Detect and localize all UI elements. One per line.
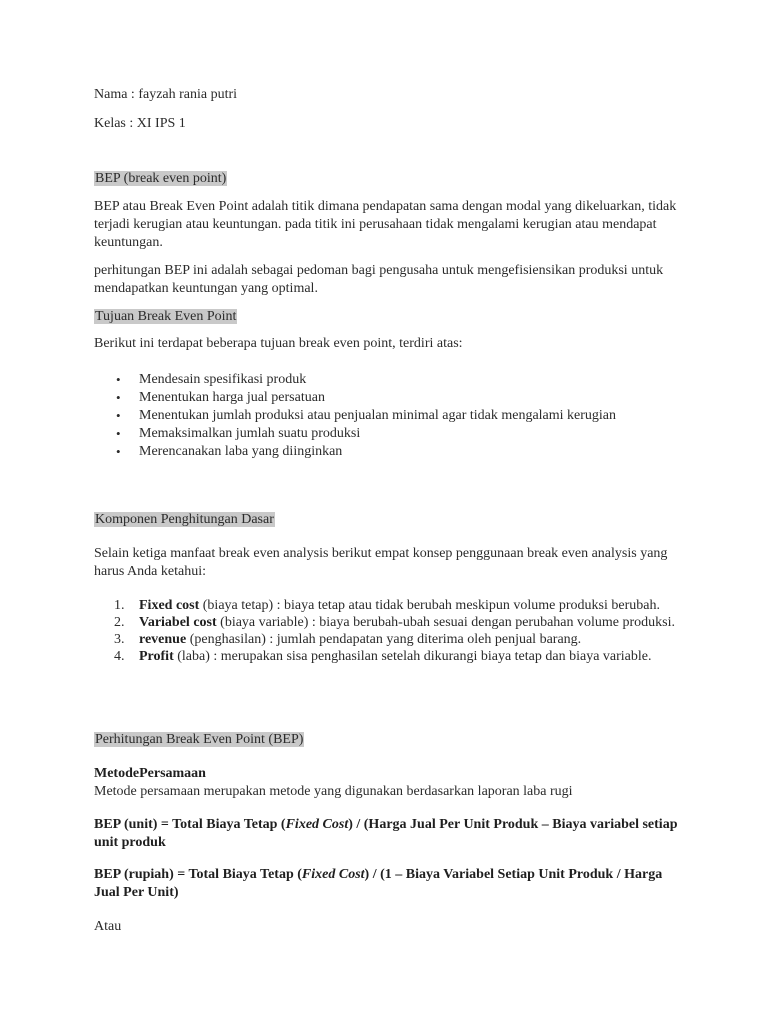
komponen-list xyxy=(94,597,684,665)
list-item: • Menentukan jumlah produksi atau penjualan minimal agar tidak mengalami kerugian xyxy=(116,408,617,423)
list-item: 3. revenue (penghasilan) : jumlah pendapatan yang diterima oleh penjual barang. xyxy=(114,632,582,647)
formula-bep-rupiah: BEP (rupiah) = Total Biaya Tetap (Fixed Cost) / (1 – Biaya Variabel Setiap Unit Produk / Harga Jual Per Unit) xyxy=(94,867,663,900)
perhitungan-heading: Perhitungan Break Even Point (BEP) xyxy=(95,732,304,747)
bullet-icon: • xyxy=(116,408,121,423)
komponen-heading: Komponen Penghitungan Dasar xyxy=(95,512,274,527)
metode-title: MetodePersamaan xyxy=(94,766,206,781)
komponen-heading-line xyxy=(94,511,684,529)
list-item: • Mendesain spesifikasi produk xyxy=(116,372,307,387)
metode-description: Metode persamaan merupakan metode yang digunakan berdasarkan laporan laba rugi xyxy=(94,784,573,799)
tujuan-heading-line xyxy=(94,308,684,326)
list-item: 2. Variabel cost (biaya variable) : biaya berubah-ubah sesuai dengan perubahan volume produksi. xyxy=(114,615,675,630)
list-item: 1. Fixed cost (biaya tetap) : biaya tetap atau tidak berubah meskipun volume produksi berubah. xyxy=(114,598,660,613)
bep-paragraph-1: BEP atau Break Even Point adalah titik dimana pendapatan sama dengan modal yang dikeluarkan, tidak terjadi kerugian atau keuntungan. pada titik ini perusahaan tidak mengalami kerugian atau mendapat keuntungan. xyxy=(94,199,677,250)
tujuan-intro: Berikut ini terdapat beberapa tujuan break even point, terdiri atas: xyxy=(94,336,463,351)
list-item: 4. Profit (laba) : merupakan sisa penghasilan setelah dikurangi biaya tetap dan biaya variable. xyxy=(114,649,652,664)
bep-heading-line xyxy=(94,170,684,188)
formula-bep-unit: BEP (unit) = Total Biaya Tetap (Fixed Cost) / (Harga Jual Per Unit Produk – Biaya variabel setiap unit produk xyxy=(94,817,678,850)
list-item: • Menentukan harga jual persatuan xyxy=(116,390,325,405)
komponen-intro: Selain ketiga manfaat break even analysis berikut empat konsep penggunaan break even analysis yang harus Anda ketahui: xyxy=(94,546,668,579)
student-name: Nama : fayzah rania putri xyxy=(94,87,238,102)
bullet-icon: • xyxy=(116,426,121,441)
atau-text: Atau xyxy=(94,919,122,934)
student-class: Kelas : XI IPS 1 xyxy=(94,116,186,131)
tujuan-list xyxy=(94,371,694,461)
list-item: • Memaksimalkan jumlah suatu produksi xyxy=(116,426,361,441)
bullet-icon: • xyxy=(116,390,121,405)
tujuan-heading: Tujuan Break Even Point xyxy=(95,309,237,324)
bep-heading: BEP (break even point) xyxy=(95,171,227,186)
perhitungan-heading-line xyxy=(94,731,684,749)
bullet-icon: • xyxy=(116,444,121,459)
bep-paragraph-2: perhitungan BEP ini adalah sebagai pedoman bagi pengusaha untuk mengefisiensikan produksi untuk mendapatkan keuntungan yang optimal. xyxy=(94,263,664,296)
bullet-icon: • xyxy=(116,372,121,387)
list-item: • Merencanakan laba yang diinginkan xyxy=(116,444,343,459)
